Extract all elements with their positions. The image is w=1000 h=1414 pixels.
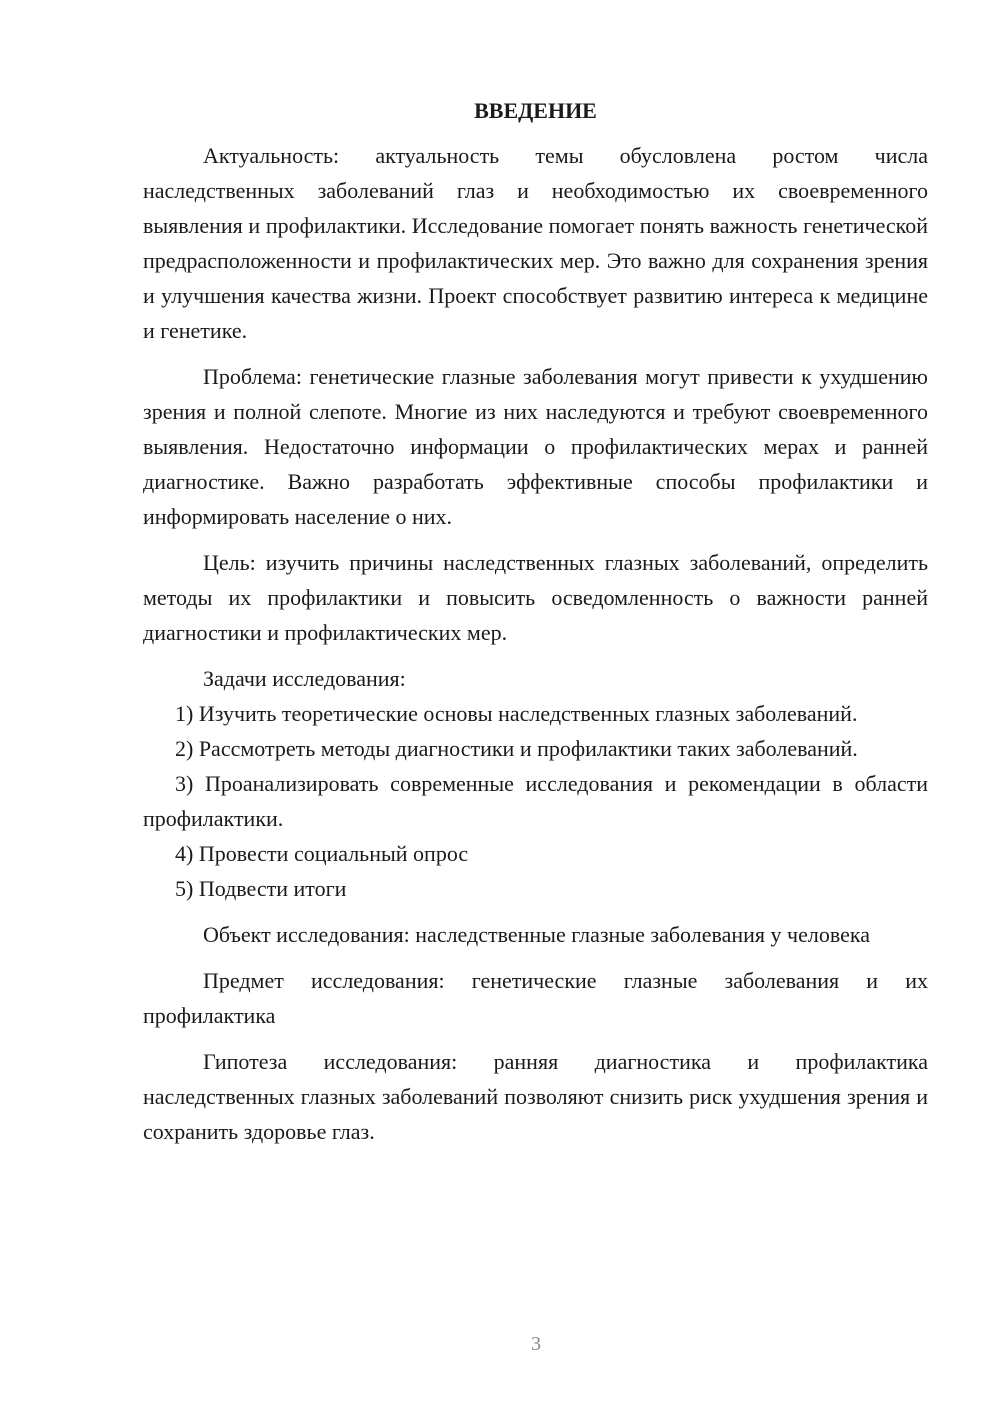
page-title: ВВЕДЕНИЕ [474, 98, 597, 123]
list-item: 4) Провести социальный опрос [175, 841, 469, 866]
paragraph-relevance: Актуальность: актуальность темы обусловлена ростом числа наследственных заболеваний глаз и необходимостью их своевременного выявления и профилактики. Исследование помогает понять важность генетической предрасположенности и профилактических мер. Это важно для сохранения зрения и улучшения качества жизни. Проект способствует развитию интереса к медицине и генетике. [143, 143, 928, 343]
list-item: 5) Подвести итоги [175, 876, 347, 901]
paragraph-goal: Цель: изучить причины наследственных глазных заболеваний, определить методы их профилактики и повысить осведомленность о важности ранней диагностики и профилактических мер. [143, 550, 928, 645]
document-page [143, 93, 928, 1149]
paragraph-object: Объект исследования: наследственные глазные заболевания у человека [203, 922, 870, 947]
list-item: 1) Изучить теоретические основы наследственных глазных заболеваний. [175, 701, 858, 726]
page-number: 3 [531, 1333, 541, 1355]
list-item: 2) Рассмотреть методы диагностики и профилактики таких заболеваний. [175, 736, 858, 761]
list-item: 3) Проанализировать современные исследования и рекомендации в области профилактики. [143, 771, 928, 831]
tasks-list [143, 696, 928, 906]
tasks-heading: Задачи исследования: [203, 666, 406, 691]
paragraph-hypothesis: Гипотеза исследования: ранняя диагностика и профилактика наследственных глазных заболеваний позволяют снизить риск ухудшения зрения и сохранить здоровье глаз. [143, 1049, 928, 1144]
paragraph-subject: Предмет исследования: генетические глазные заболевания и их профилактика [143, 968, 928, 1028]
paragraph-problem: Проблема: генетические глазные заболевания могут привести к ухудшению зрения и полной слепоте. Многие из них наследуются и требуют своевременного выявления. Недостаточно информации о профилактических мерах и ранней диагностике. Важно разработать эффективные способы профилактики и информировать население о них. [143, 364, 928, 529]
